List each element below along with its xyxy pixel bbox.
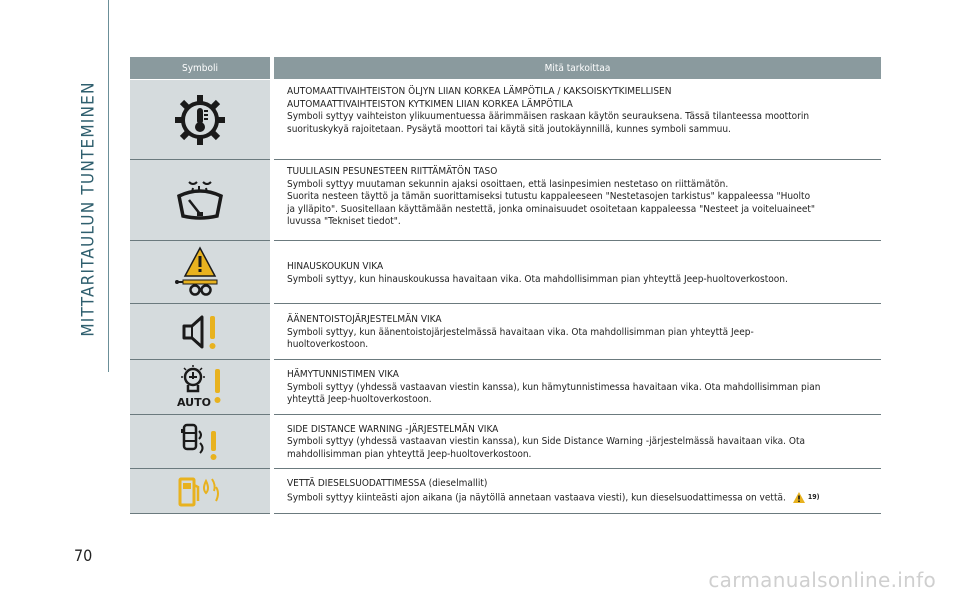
table-row [130, 360, 881, 415]
reference-number: 19) [807, 492, 820, 501]
description-cell: TUULILASIN PESUNESTEEN RIITTÄMÄTÖN TASO Symboli syttyy muutaman sekunnin ajaksi osoittaen, että lasinpesimien nestetaso on riittämätön. Suorita nesteen täyttö ja tämän suorittamiseksi tutustu kappaleeseen "Nestetasojen tarkistus" kappaleessa "Huolto ja ylläpito". Suositellaan käyttämään nestettä, jonka ominaisuudet osoitetaan kappaleessa "Nesteet ja voiteluaineet" luvussa "Tekniset tiedot". [272, 160, 881, 241]
table-row [130, 414, 881, 469]
trailer-hitch-warning-icon [175, 246, 225, 298]
symbol-cell [130, 241, 272, 304]
symbol-table [130, 57, 881, 514]
dusk-sensor-auto-warning-icon [175, 365, 225, 409]
caution-icon [792, 491, 806, 504]
header-symbol: Symboli [130, 57, 272, 80]
auto-label: AUTO [177, 395, 211, 409]
table-row [130, 241, 881, 304]
description-cell: HÄMYTUNNISTIMEN VIKA Symboli syttyy (yhdessä vastaavan viestin kanssa), kun hämytunnistimessa havaitaan vika. Ota mahdollisimman pian yhteyttä Jeep-huoltoverkostoon. [272, 360, 881, 415]
header-meaning: Mitä tarkoittaa [272, 57, 881, 80]
page-number: 70 [74, 546, 93, 565]
symbol-cell [130, 469, 272, 514]
washer-fluid-icon [175, 178, 225, 222]
symbol-cell [130, 80, 272, 160]
description-cell: HINAUSKOUKUN VIKA Symboli syttyy, kun hinauskoukussa havaitaan vika. Ota mahdollisimman pian yhteyttä Jeep-huoltoverkostoon. [272, 241, 881, 304]
symbol-cell [130, 414, 272, 469]
description-cell: ÄÄNENTOISTOJÄRJESTELMÄN VIKA Symboli syttyy, kun äänentoistojärjestelmässä havaitaan vika. Ota mahdollisimman pian yhteyttä Jeep- huoltoverkostoon. [272, 304, 881, 360]
side-distance-warning-icon [178, 421, 222, 461]
table-row [130, 80, 881, 160]
section-title: MITTARITAULUN TUNTEMINEN [79, 81, 99, 337]
symbol-cell [130, 360, 272, 415]
water-in-diesel-filter-icon [176, 473, 224, 509]
description-cell: AUTOMAATTIVAIHTEISTON ÖLJYN LIIAN KORKEA LÄMPÖTILA / KAKSOISKYTKIMELLISEN AUTOMAATTIVAIHTEISTON KYTKIMEN LIIAN KORKEA LÄMPÖTILA Symboli syttyy vaihteiston ylikuumentuessa äärimmäisen raskaan käytön seurauksena. Tässä tilanteessa moottorin suorituskykyä rajoitetaan. Pysäytä moottori tai käytä sitä joutokäynnillä, kunnes symboli sammuu. [272, 80, 881, 160]
symbol-cell [130, 160, 272, 241]
description-cell: SIDE DISTANCE WARNING -JÄRJESTELMÄN VIKA Symboli syttyy (yhdessä vastaavan viestin kanssa), kun Side Distance Warning -järjestelmässä havaitaan vika. Ota mahdollisimman pian yhteyttä Jeep-huoltoverkostoon. [272, 414, 881, 469]
symbol-cell [130, 304, 272, 360]
watermark: carmanualsonline.info [708, 568, 936, 592]
table-row [130, 304, 881, 360]
transmission-oil-temperature-icon [171, 91, 229, 149]
table-row [130, 469, 881, 514]
table-row [130, 160, 881, 241]
speaker-warning-icon [180, 312, 220, 352]
description-cell: VETTÄ DIESELSUODATTIMESSA (dieselmallit) Symboli syttyy kiinteästi ajon aikana (ja näytöllä annetaan vastaava viesti), kun dieselsuodattimessa on vettä. 19) [272, 469, 881, 514]
section-divider-line [108, 0, 109, 372]
